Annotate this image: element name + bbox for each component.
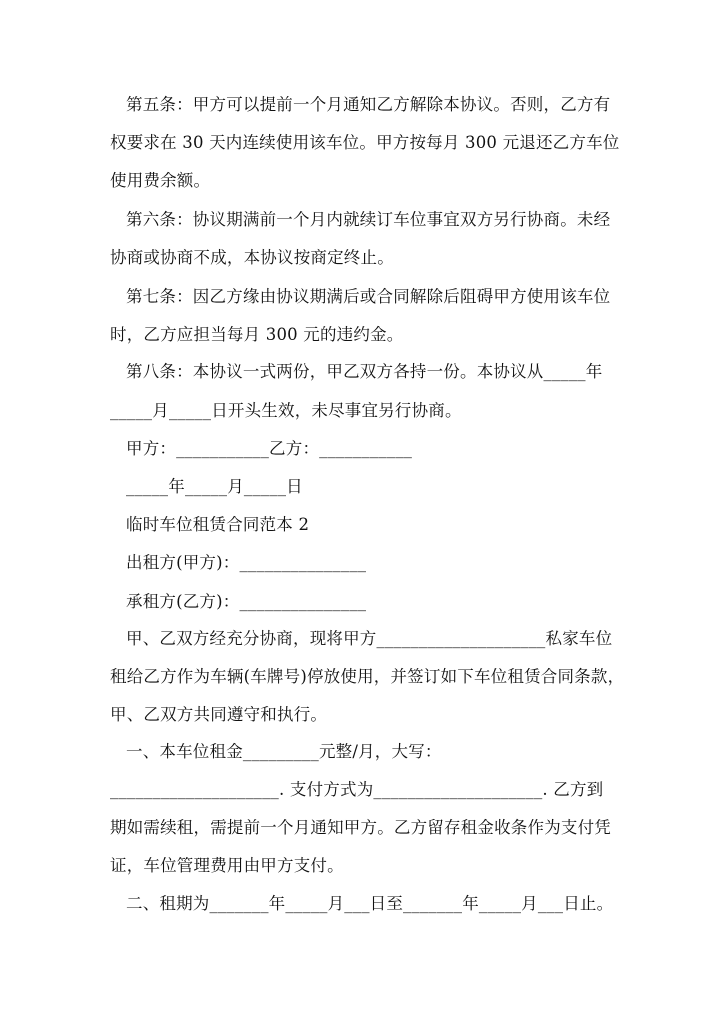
intro-line-2: 租给乙方作为车辆(车牌号)停放使用，并签订如下车位租赁合同条款， (110, 667, 625, 686)
intro-line-3: 甲、乙双方共同遵守和执行。 (110, 705, 328, 724)
lessor-line: 出租方(甲方)：_______________ (126, 553, 367, 572)
article-7-line-1: 第七条：因乙方缘由协议期满后或合同解除后阻碍甲方使用该车位 (126, 287, 611, 306)
article-5-line-1: 第五条：甲方可以提前一个月通知乙方解除本协议。否则，乙方有 (126, 95, 611, 114)
clause-2-line: 二、租期为_______年_____月___日至_______年_____月___日止。 (126, 894, 614, 913)
article-5-line-3: 使用费余额。 (110, 171, 211, 190)
article-7-line-2: 时，乙方应担当每月 300 元的违约金。 (110, 325, 404, 344)
article-6-line-1: 第六条：协议期满前一个月内就续订车位事宜双方另行协商。未经 (126, 210, 611, 229)
article-6-line-2: 协商或协商不成，本协议按商定终止。 (110, 248, 394, 267)
article-8-line-1: 第八条：本协议一式两份，甲乙双方各持一份。本协议从_____年 (126, 362, 603, 381)
clause-1-line-3: 期如需续租，需提前一个月通知甲方。乙方留存租金收条作为支付凭 (110, 818, 611, 837)
article-5-line-2: 权要求在 30 天内连续使用该车位。甲方按每月 300 元退还乙方车位 (110, 133, 620, 152)
sample-2-title: 临时车位租赁合同范本 2 (126, 515, 310, 534)
article-8-line-2: _____月_____日开头生效，未尽事宜另行协商。 (110, 401, 462, 420)
clause-1-line-4: 证，车位管理费用由甲方支付。 (110, 856, 344, 875)
signature-date: _____年_____月_____日 (126, 477, 303, 496)
intro-line-1: 甲、乙双方经充分协商，现将甲方____________________私家车位 (126, 629, 613, 648)
clause-1-line-2: ____________________. 支付方式为____________________. 乙方到 (110, 780, 604, 799)
lessee-line: 承租方(乙方)：_______________ (126, 592, 367, 611)
clause-1-line-1: 一、本车位租金_________元整/月，大写： (126, 742, 442, 761)
signature-parties: 甲方：___________乙方：___________ (126, 439, 413, 458)
